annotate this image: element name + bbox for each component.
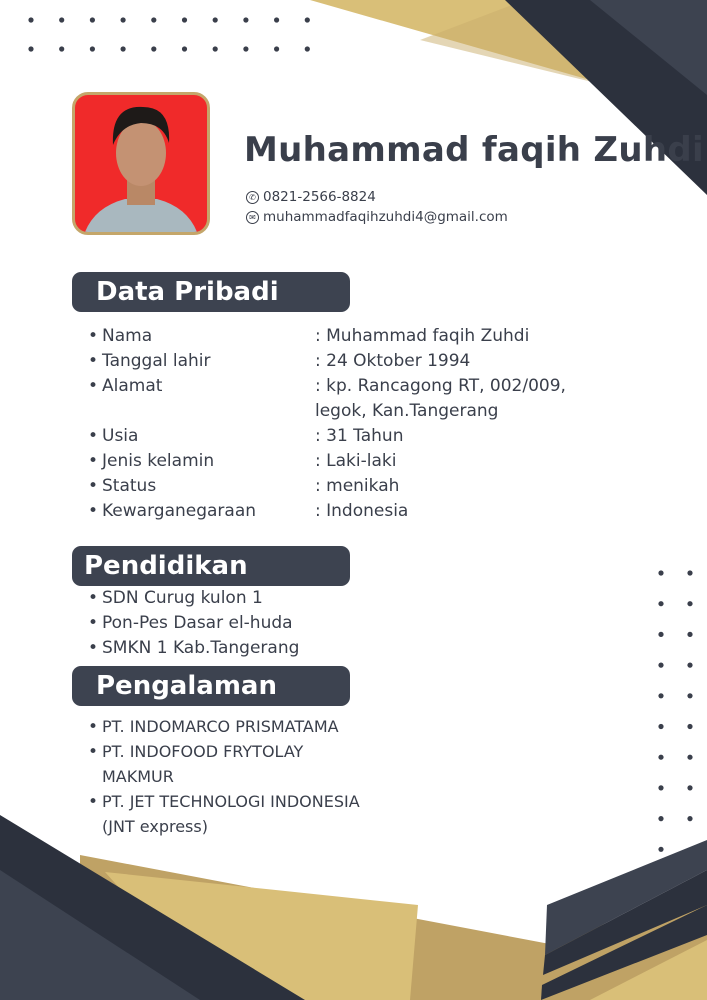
decorative-dot: [687, 601, 692, 606]
email-contact: [246, 209, 508, 225]
decorative-dot: [28, 17, 33, 22]
field-label: Alamat: [102, 376, 163, 396]
decorative-dot: [687, 632, 692, 637]
mail-icon: ✉: [246, 211, 259, 224]
company-name: PT. JET TECHNOLOGI INDONESIA: [102, 792, 360, 811]
decorative-dot: [121, 46, 126, 51]
bullet: •: [88, 638, 99, 658]
decorative-dot: [59, 17, 64, 22]
bullet: •: [88, 588, 99, 608]
company-name: PT. INDOMARCO PRISMATAMA: [102, 717, 339, 736]
field-label: Nama: [102, 326, 153, 346]
decorative-dot: [213, 17, 218, 22]
decorative-dot: [243, 17, 248, 22]
decorative-dot: [658, 663, 663, 668]
decorative-dot: [305, 17, 310, 22]
decorative-dot: [658, 847, 663, 852]
field-value: : kp. Rancagong RT, 002/009,: [315, 376, 566, 396]
bullet: •: [88, 742, 99, 762]
decorative-dot: [151, 46, 156, 51]
decorative-dot: [658, 601, 663, 606]
decorative-dot: [182, 46, 187, 51]
bullet: •: [88, 451, 99, 471]
field-value: : Indonesia: [315, 501, 409, 521]
bullet: •: [88, 717, 99, 737]
decorative-dot: [687, 755, 692, 760]
company-name: PT. INDOFOOD FRYTOLAY: [102, 742, 304, 761]
decorative-dot: [90, 17, 95, 22]
education-name: Pon-Pes Dasar el-huda: [102, 613, 293, 633]
decorative-dot: [90, 46, 95, 51]
decorative-dot: [658, 570, 663, 575]
education-name: SDN Curug kulon 1: [102, 588, 263, 608]
decorative-dot: [687, 724, 692, 729]
education-name: SMKN 1 Kab.Tangerang: [102, 638, 300, 658]
bullet: •: [88, 426, 99, 446]
field-value-cont: legok, Kan.Tangerang: [315, 401, 499, 421]
company-name-cont: (JNT express): [102, 817, 208, 836]
decorative-dot: [274, 46, 279, 51]
company-name-cont: MAKMUR: [102, 767, 174, 786]
bullet: •: [88, 326, 99, 346]
bullet: •: [88, 501, 99, 521]
bullet: •: [88, 376, 99, 396]
field-label: Usia: [102, 426, 139, 446]
email-address: muhammadfaqihzuhdi4@gmail.com: [263, 209, 508, 225]
decorative-dot: [28, 46, 33, 51]
section-header-experience: Pengalaman: [72, 666, 350, 706]
bullet: •: [88, 476, 99, 496]
decorative-dot: [305, 46, 310, 51]
profile-photo: [72, 92, 210, 235]
field-value: : menikah: [315, 476, 400, 496]
decorative-dot: [658, 724, 663, 729]
decorative-dot: [243, 46, 248, 51]
decorative-dot: [658, 816, 663, 821]
phone-icon: ✆: [246, 191, 259, 204]
decorative-dot: [658, 693, 663, 698]
field-label: Tanggal lahir: [102, 351, 211, 371]
decorative-dot: [687, 816, 692, 821]
bullet: •: [88, 613, 99, 633]
phone-contact: [246, 189, 376, 205]
bullet: •: [88, 792, 99, 812]
decorative-dot: [687, 693, 692, 698]
decorative-dot: [121, 17, 126, 22]
decorative-dot: [182, 17, 187, 22]
decorative-dot: [687, 785, 692, 790]
decorative-dot: [658, 785, 663, 790]
field-value: : 31 Tahun: [315, 426, 404, 446]
section-header-personal: Data Pribadi: [72, 272, 350, 312]
person-silhouette-icon: [75, 95, 207, 232]
bullet: •: [88, 351, 99, 371]
decorative-dot: [658, 755, 663, 760]
decorative-dot: [274, 17, 279, 22]
decorative-dot: [59, 46, 64, 51]
decorative-dot: [687, 663, 692, 668]
decorative-dot: [213, 46, 218, 51]
field-label: Jenis kelamin: [102, 451, 215, 471]
decorative-dot: [687, 570, 692, 575]
phone-number: 0821-2566-8824: [263, 189, 376, 205]
section-header-education: Pendidikan: [72, 546, 350, 586]
field-value: : 24 Oktober 1994: [315, 351, 471, 371]
full-name: Muhammad faqih Zuhdi: [244, 130, 704, 170]
decorative-dot: [151, 17, 156, 22]
field-value: : Laki-laki: [315, 451, 397, 471]
decorative-dot: [658, 632, 663, 637]
field-label: Kewarganegaraan: [102, 501, 257, 521]
field-label: Status: [102, 476, 157, 496]
field-value: : Muhammad faqih Zuhdi: [315, 326, 530, 346]
